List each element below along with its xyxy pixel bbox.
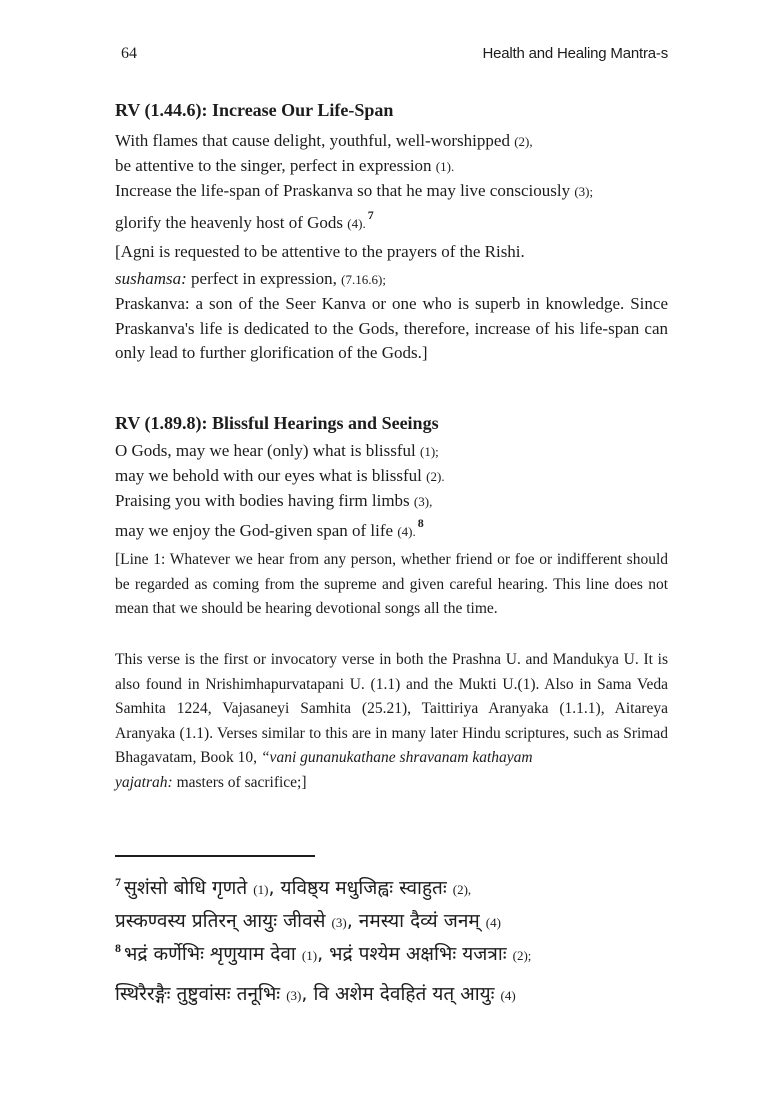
- page-number: 64: [121, 45, 137, 62]
- commentary-paragraph: [Line 1: Whatever we hear from any person, whether friend or foe or indifferent should be regarded as coming from the supreme and given careful hearing. This line does not mean that we should be hearing devotional songs all the time.: [115, 551, 668, 617]
- verse-line: glorify the heavenly host of Gods (4).$^7$: [115, 208, 374, 232]
- verse-line: may we enjoy the God-given span of life (4).$^8$: [115, 516, 424, 540]
- footnote-8-line-1: $^8$ भद्रं कर्णेभिः शृणुयाम देवा (1), भद्रं पश्येम अक्षभिः यजत्राः (2);: [115, 941, 532, 965]
- commentary-paragraph: This verse is the first or invocatory verse in both the Prashna U. and Mandukya U. It is also found in Nrishimhapurvatapani U. (1.1) and the Mukti U.(1). Also in Sama Veda Samhita 1224, Vajasaneyi Samhita (25.21), Taittiriya Aranyaka (1.1.1), Aitareya Aranyaka (1.1). Verses similar to this are in many later Hindu scriptures, such as Srimad Bhagavatam, Book 10, “vani gunanukathane shravanam kathayam yajatrah: masters of sacrifice;]: [115, 651, 668, 791]
- section-heading-2: RV (1.89.8): Blissful Hearings and Seeings: [115, 413, 439, 433]
- footnote-8-line-2: स्थिरैरङ्गैः तुष्टुवांसः तनूभिः (3), वि अशेम देवहितं यत् आयुः (4): [115, 983, 516, 1005]
- verse-line: may we behold with our eyes what is blissful (2).: [115, 466, 445, 485]
- footnote-ref: 7: [367, 208, 374, 222]
- footnote-ref: 8: [417, 516, 424, 530]
- page-header: [115, 45, 668, 69]
- commentary-paragraph: Praskanva: a son of the Seer Kanva or one who is superb in knowledge. Since Praskanva's life is dedicated to the Gods, therefore, increase of his life-span can only lead to further glorification of the Gods.]: [115, 294, 668, 362]
- verse-line: With flames that cause delight, youthful, well-worshipped (2),: [115, 131, 533, 150]
- section-heading-1: RV (1.44.6): Increase Our Life-Span: [115, 100, 394, 120]
- footnote-7-line-2: प्रस्कण्वस्य प्रतिरन् आयुः जीवसे (3), नमस्या दैव्यं जनम् (4): [115, 910, 501, 932]
- running-title: Health and Healing Mantra-s: [482, 45, 668, 62]
- footnote-divider: [115, 855, 315, 857]
- footnote-mark: 7: [115, 875, 121, 889]
- verse-line: be attentive to the singer, perfect in expression (1).: [115, 156, 455, 175]
- verse-line: Increase the life-span of Praskanva so that he may live consciously (3);: [115, 181, 594, 200]
- commentary-line: sushamsa: perfect in expression, (7.16.6);: [115, 269, 386, 288]
- verse-line: Praising you with bodies having firm limbs (3),: [115, 491, 433, 510]
- commentary-line: [Agni is requested to be attentive to the prayers of the Rishi.: [115, 242, 525, 261]
- footnote-7-line-1: $^7$ सुशंसो बोधि गृणते (1), यविष्ठ्य मधुजिह्वः स्वाहुतः (2),: [115, 875, 472, 899]
- verse-line: O Gods, may we hear (only) what is blissful (1);: [115, 441, 439, 460]
- footnote-mark: 8: [115, 941, 121, 955]
